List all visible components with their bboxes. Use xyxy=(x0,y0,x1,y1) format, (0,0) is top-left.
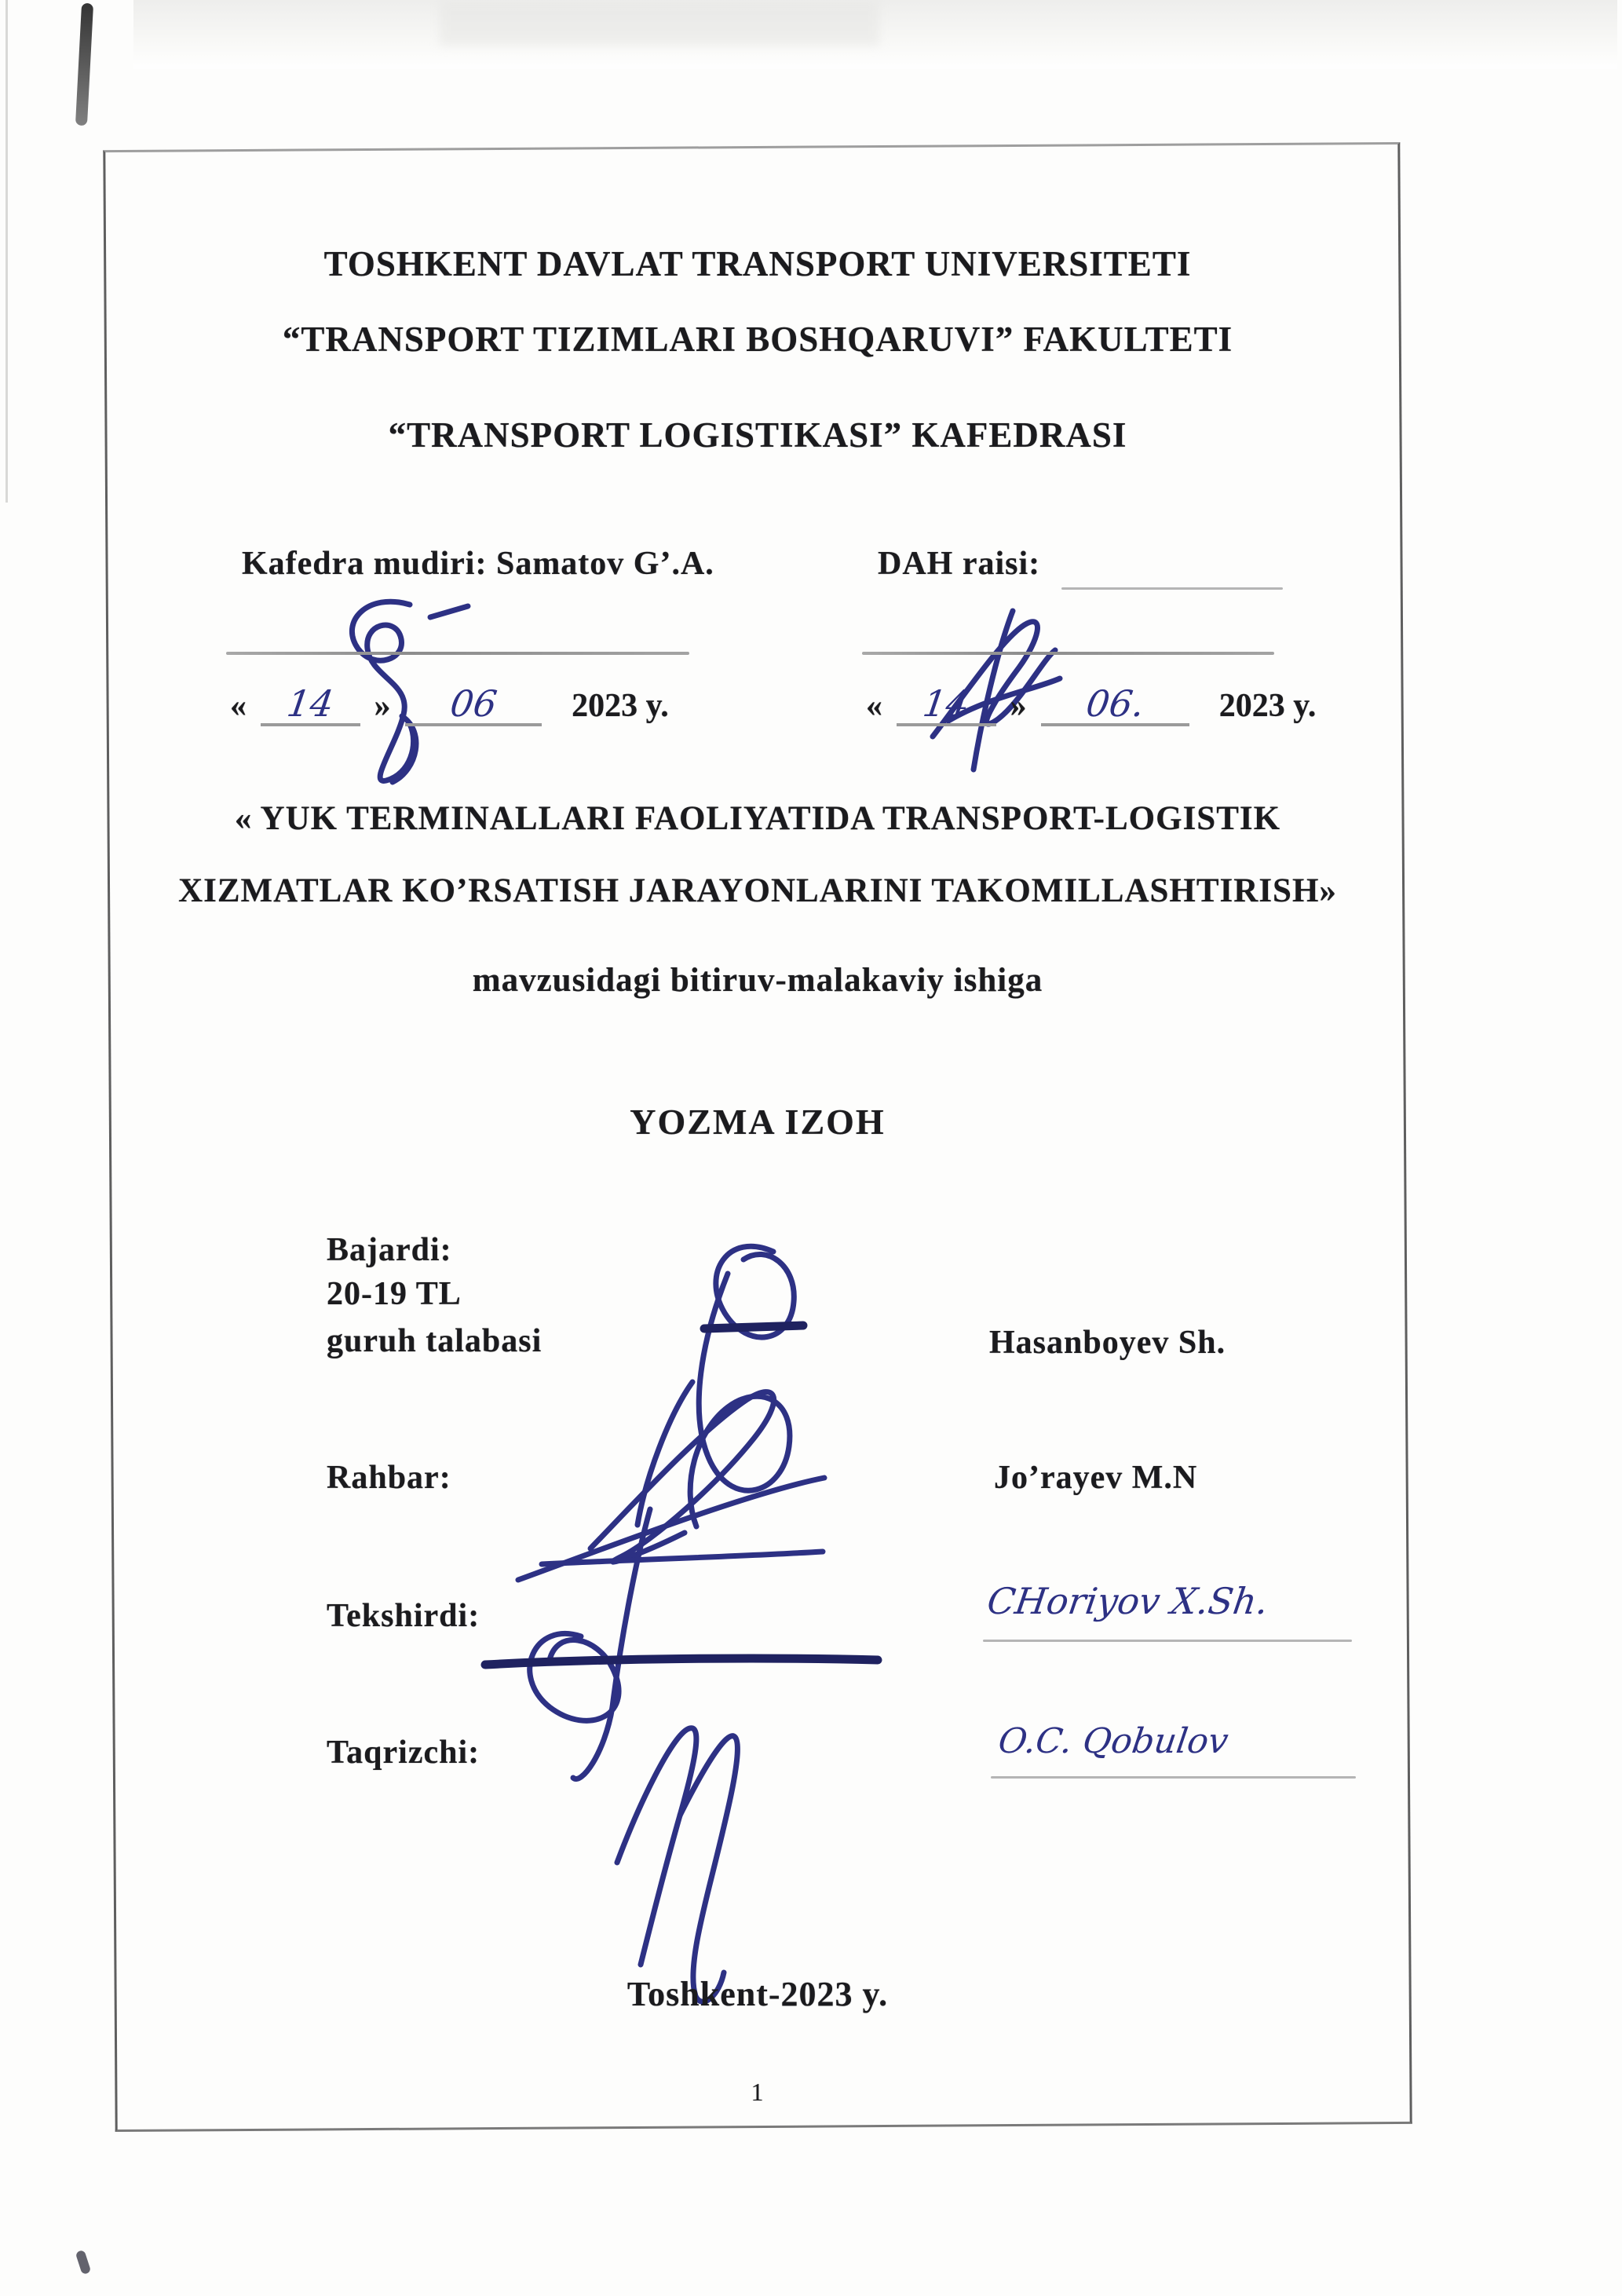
open-quote: « xyxy=(866,688,882,724)
close-quote: » xyxy=(1010,688,1027,724)
page-number: 1 xyxy=(751,2078,765,2106)
month-blank xyxy=(405,682,542,726)
scan-shadow-patch xyxy=(440,0,879,46)
signature-line-left xyxy=(226,652,689,655)
student-name: Hasanboyev Sh. xyxy=(989,1325,1226,1361)
section-heading: YOZMA IZOH xyxy=(630,1102,886,1142)
thesis-subtitle: mavzusidagi bitiruv-malakaviy ishiga xyxy=(472,962,1043,999)
city-year: Toshkent-2023 y. xyxy=(627,1975,889,2013)
paper-edge-line xyxy=(5,0,8,503)
reviewer-role: Taqrizchi: xyxy=(327,1735,480,1771)
student-role-line2: 20-19 TL xyxy=(327,1276,462,1312)
student-role-line1: Bajardi: xyxy=(327,1232,452,1268)
binding-mark xyxy=(75,3,93,126)
month-blank xyxy=(1041,682,1189,726)
day-blank xyxy=(897,682,996,726)
reviewer-handwritten-name: O.C. Qobulov xyxy=(995,1721,1231,1761)
signature-line-right xyxy=(862,652,1274,655)
handwritten-month: 06 xyxy=(447,682,499,725)
handwritten-day: 14 xyxy=(284,682,337,725)
advisor-name: Jo’rayev M.N xyxy=(994,1460,1198,1496)
signature-reviewer xyxy=(570,1704,778,2014)
day-blank xyxy=(261,682,360,726)
handwritten-month: 06. xyxy=(1083,682,1147,725)
open-quote: « xyxy=(230,688,247,724)
year-label: 2023 y. xyxy=(1218,688,1317,724)
dah-raisi-blank-line xyxy=(1061,587,1283,590)
thesis-title-line1: « YUK TERMINALLARI FAOLIYATIDA TRANSPORT-LOGISTIK xyxy=(234,800,1281,837)
faculty-name: “TRANSPORT TIZIMLARI BOSHQARUVI” FAKULTETI xyxy=(282,320,1233,359)
advisor-role: Rahbar: xyxy=(327,1460,451,1496)
approval-date-left xyxy=(224,682,669,726)
reviewer-name-underline xyxy=(991,1776,1356,1779)
handwritten-day: 14 xyxy=(920,682,973,725)
year-label: 2023 y. xyxy=(572,688,669,724)
close-quote: » xyxy=(374,688,391,724)
checker-handwritten-name: CHoriyov X.Sh. xyxy=(985,1580,1271,1622)
approval-date-right xyxy=(860,682,1317,726)
student-role-line3: guruh talabasi xyxy=(327,1323,542,1359)
checker-role: Tekshirdi: xyxy=(327,1598,480,1634)
kafedra-mudiri-label: Kafedra mudiri: Samatov G’.A. xyxy=(242,546,714,582)
university-name: TOSHKENT DAVLAT TRANSPORT UNIVERSITETI xyxy=(323,244,1192,283)
ink-smudge xyxy=(75,2250,92,2275)
checker-name-underline xyxy=(983,1640,1352,1642)
department-name: “TRANSPORT LOGISTIKASI” KAFEDRASI xyxy=(388,415,1127,455)
dah-raisi-label: DAH raisi: xyxy=(878,546,1041,582)
thesis-title-line2: XIZMATLAR KO’RSATISH JARAYONLARINI TAKOMILLASHTIRISH» xyxy=(178,872,1337,909)
